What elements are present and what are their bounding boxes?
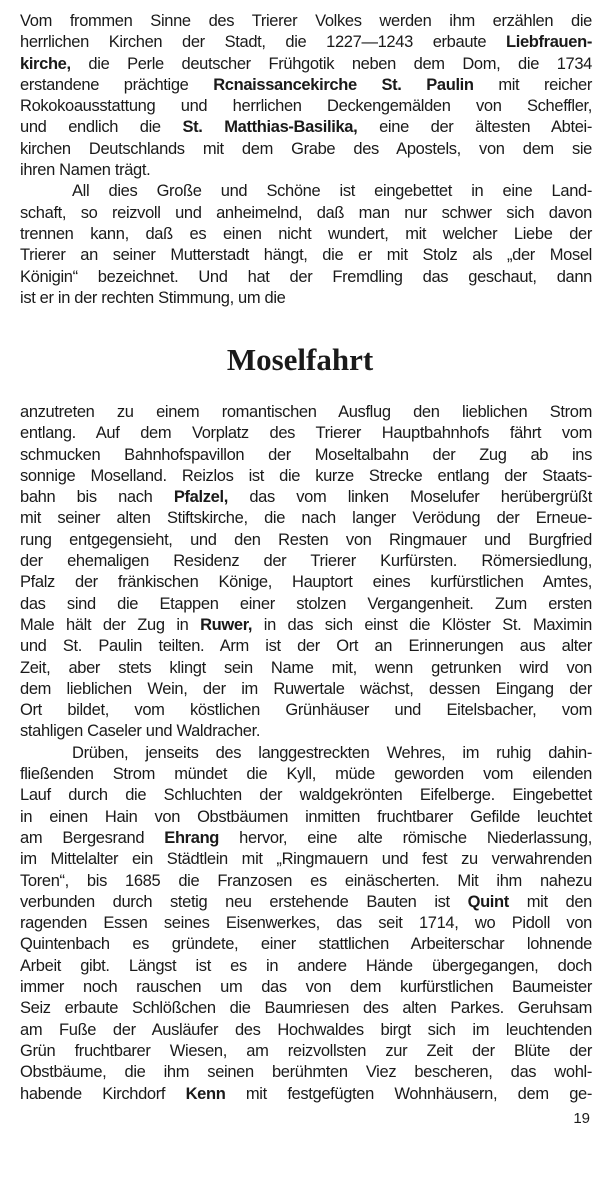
- text-line: [20, 508, 592, 529]
- text-segment: schaft, so reizvoll und anheimelnd, daß man nur schwer sich davon: [20, 203, 592, 222]
- text-line: [20, 11, 592, 32]
- text-line: [20, 117, 592, 138]
- text-line: [20, 721, 592, 742]
- text-line: [20, 636, 592, 657]
- text-segment: Drüben, jenseits des langgestreckten Wehres, im ruhig dahin-: [72, 743, 592, 762]
- text-line: [20, 743, 592, 764]
- text-segment: sonnige Moselland. Reizlos ist die kurze Strecke entlang der Staats-: [20, 466, 592, 485]
- text-segment: mit den: [508, 892, 592, 911]
- text-segment: bahn bis nach: [20, 488, 174, 507]
- bold-place-name: Ruwer,: [200, 615, 253, 634]
- text-line: [20, 487, 592, 508]
- bold-place-name: Ehrang: [164, 828, 220, 847]
- text-line: [20, 594, 592, 615]
- text-line: [20, 764, 592, 785]
- bold-place-name: Liebfrauen-: [506, 33, 592, 52]
- text-segment: kirchen Deutschlands mit dem Grabe des Apostels, von dem sie: [20, 139, 592, 158]
- text-line: [20, 1041, 592, 1062]
- text-line: [20, 551, 592, 572]
- text-line: [20, 466, 592, 487]
- text-line: [20, 203, 592, 224]
- text-segment: am Bergesrand: [20, 828, 165, 847]
- text-line: [20, 402, 592, 423]
- text-segment: in einen Hain von Obstbäumen inmitten fruchtbarer Gefilde leuchtet: [20, 807, 592, 826]
- text-segment: Königin“ bezeichnet. Und hat der Fremdling das geschaut, dann: [20, 267, 592, 286]
- text-line: [20, 658, 592, 679]
- text-segment: Seiz erbaute Schlößchen die Baumriesen des alten Parkes. Geruhsam: [20, 999, 592, 1018]
- text-segment: der ehemaligen Residenz der Trierer Kurfürsten. Römersiedlung,: [20, 552, 592, 571]
- text-line: [20, 32, 592, 53]
- bold-place-name: St. Matthias-Basilika,: [182, 118, 358, 137]
- text-line: [20, 181, 592, 202]
- text-line: [20, 224, 592, 245]
- text-line: [20, 54, 592, 75]
- text-segment: Zeit, aber stets klingt sein Name mit, wenn getrunken wird von: [20, 658, 592, 677]
- text-segment: schmucken Bahnhofspavillon der Moseltalbahn der Zug ab ins: [20, 445, 592, 464]
- text-segment: herrlichen Kirchen der Stadt, die 1227—1243 erbaute: [20, 33, 506, 52]
- text-segment: trennen kann, daß es einen nicht wundert, mit welcher Liebe der: [20, 224, 592, 243]
- text-segment: All dies Große und Schöne ist eingebettet in eine Land-: [72, 182, 592, 201]
- text-line: [20, 1062, 592, 1083]
- text-line: [20, 1084, 592, 1105]
- text-segment: habende Kirchdorf: [20, 1084, 186, 1103]
- text-line: [20, 913, 592, 934]
- text-segment: Vom frommen Sinne des Trierer Volkes werden ihm erzählen die: [20, 12, 592, 30]
- text-segment: die Perle deutscher Frühgotik neben dem Dom, die 1734: [70, 54, 592, 73]
- text-segment: fließenden Strom mündet die Kyll, müde geworden vom eilenden: [20, 765, 592, 784]
- text-segment: und St. Paulin teilten. Arm ist der Ort an Erinnerungen aus alter: [20, 637, 592, 656]
- bold-place-name: Pfalzel,: [173, 488, 228, 507]
- text-segment: ihren Namen trägt.: [20, 161, 151, 180]
- text-segment: erstandene prächtige: [20, 75, 214, 94]
- page-number: 19: [573, 1110, 590, 1127]
- text-line: [20, 615, 592, 636]
- text-segment: mit reicher: [473, 75, 592, 94]
- text-line: [20, 423, 592, 444]
- text-line: [20, 977, 592, 998]
- text-line: [20, 998, 592, 1019]
- text-segment: eine der ältesten Abtei-: [357, 118, 592, 137]
- text-line: [20, 445, 592, 466]
- text-line: [20, 96, 592, 117]
- text-line: [20, 892, 592, 913]
- bold-place-name: Quint: [467, 892, 509, 911]
- text-segment: Arbeit gibt. Längst ist es in andere Hände übergegangen, doch: [20, 956, 592, 975]
- text-line: [20, 934, 592, 955]
- text-line: [20, 956, 592, 977]
- text-segment: das sind die Etappen einer stolzen Vergangenheit. Zum ersten: [20, 594, 592, 613]
- text-line: [20, 75, 592, 96]
- text-segment: ist er in der rechten Stimmung, um die: [20, 288, 286, 307]
- text-line: [20, 245, 592, 266]
- text-segment: Toren“, bis 1685 die Franzosen es einäscherten. Mit ihm nahezu: [20, 871, 592, 890]
- text-segment: Ort bildet, vom köstlichen Grünhäuser und Eitelsbacher, vom: [20, 701, 592, 720]
- text-line: [20, 267, 592, 288]
- text-segment: im Mittelalter ein Städtlein mit „Ringmauern und fest zu verwahrenden: [20, 850, 592, 869]
- text-line: [20, 572, 592, 593]
- bold-place-name: Kenn: [185, 1084, 226, 1103]
- text-section-intro: [20, 11, 592, 309]
- text-line: [20, 785, 592, 806]
- text-segment: dem lieblichen Wein, der im Ruwertale wächst, dessen Eingang der: [20, 679, 592, 698]
- text-segment: Rokokoausstattung und herrlichen Deckengemälden von Scheffler,: [20, 97, 592, 116]
- text-segment: Male hält der Zug in: [20, 615, 201, 634]
- text-line: [20, 700, 592, 721]
- text-segment: das vom linken Moselufer herübergrüßt: [227, 488, 592, 507]
- text-segment: stahligen Caseler und Waldracher.: [20, 722, 261, 741]
- bold-place-name: kirche,: [20, 54, 71, 73]
- text-segment: rung entgegensieht, und den Resten von Ringmauer und Burgfried: [20, 530, 592, 549]
- section-heading: Moselfahrt: [226, 342, 374, 377]
- text-line: [20, 139, 592, 160]
- text-segment: mit seiner alten Stiftskirche, die nach langer Verödung der Erneue-: [20, 509, 592, 528]
- text-segment: Pfalz der fränkischen Könige, Hauptort eines kurfürstlichen Amtes,: [20, 573, 592, 592]
- text-segment: ragenden Essen seines Eisenwerkes, das seit 1714, wo Pidoll von: [20, 914, 592, 933]
- text-segment: am Fuße der Ausläufer des Hochwaldes birgt sich im leuchtenden: [20, 1020, 592, 1039]
- bold-place-name: Rcnaissancekirche St. Paulin: [213, 75, 474, 94]
- text-line: [20, 849, 592, 870]
- text-segment: mit festgefügten Wohnhäusern, dem ge-: [225, 1084, 592, 1103]
- text-segment: immer noch rauschen um das von dem kurfürstlichen Baumeister: [20, 978, 592, 997]
- text-segment: hervor, eine alte römische Niederlassung,: [219, 828, 592, 847]
- text-segment: in das sich einst die Klöster St. Maximin: [252, 615, 592, 634]
- text-segment: Trierer an seiner Mutterstadt hängt, die er mit Stolz als „der Mosel: [20, 246, 592, 265]
- text-line: [20, 828, 592, 849]
- text-line: [20, 679, 592, 700]
- text-segment: Lauf durch die Schluchten der waldgekrönten Eifelberge. Eingebettet: [20, 786, 592, 805]
- text-segment: Grün fruchtbarer Wiesen, am reizvollsten zur Zeit der Blüte der: [20, 1041, 592, 1060]
- text-line: [20, 807, 592, 828]
- text-segment: verbunden durch stetig neu erstehende Bauten ist: [20, 892, 468, 911]
- text-line: [20, 160, 592, 181]
- text-line: [20, 288, 592, 309]
- text-section-moselfahrt: [20, 402, 592, 1105]
- text-segment: Quintenbach es gründete, einer stattlichen Arbeiterschar lohnende: [20, 935, 592, 954]
- text-line: [20, 1020, 592, 1041]
- text-segment: Obstbäume, die ihm seinen berühmten Viez bescheren, das wohl-: [20, 1063, 592, 1082]
- text-segment: und endlich die: [20, 118, 183, 137]
- text-segment: entlang. Auf dem Vorplatz des Trierer Hauptbahnhofs fährt vom: [20, 424, 592, 443]
- text-segment: anzutreten zu einem romantischen Ausflug den lieblichen Strom: [20, 403, 592, 421]
- text-line: [20, 871, 592, 892]
- text-line: [20, 530, 592, 551]
